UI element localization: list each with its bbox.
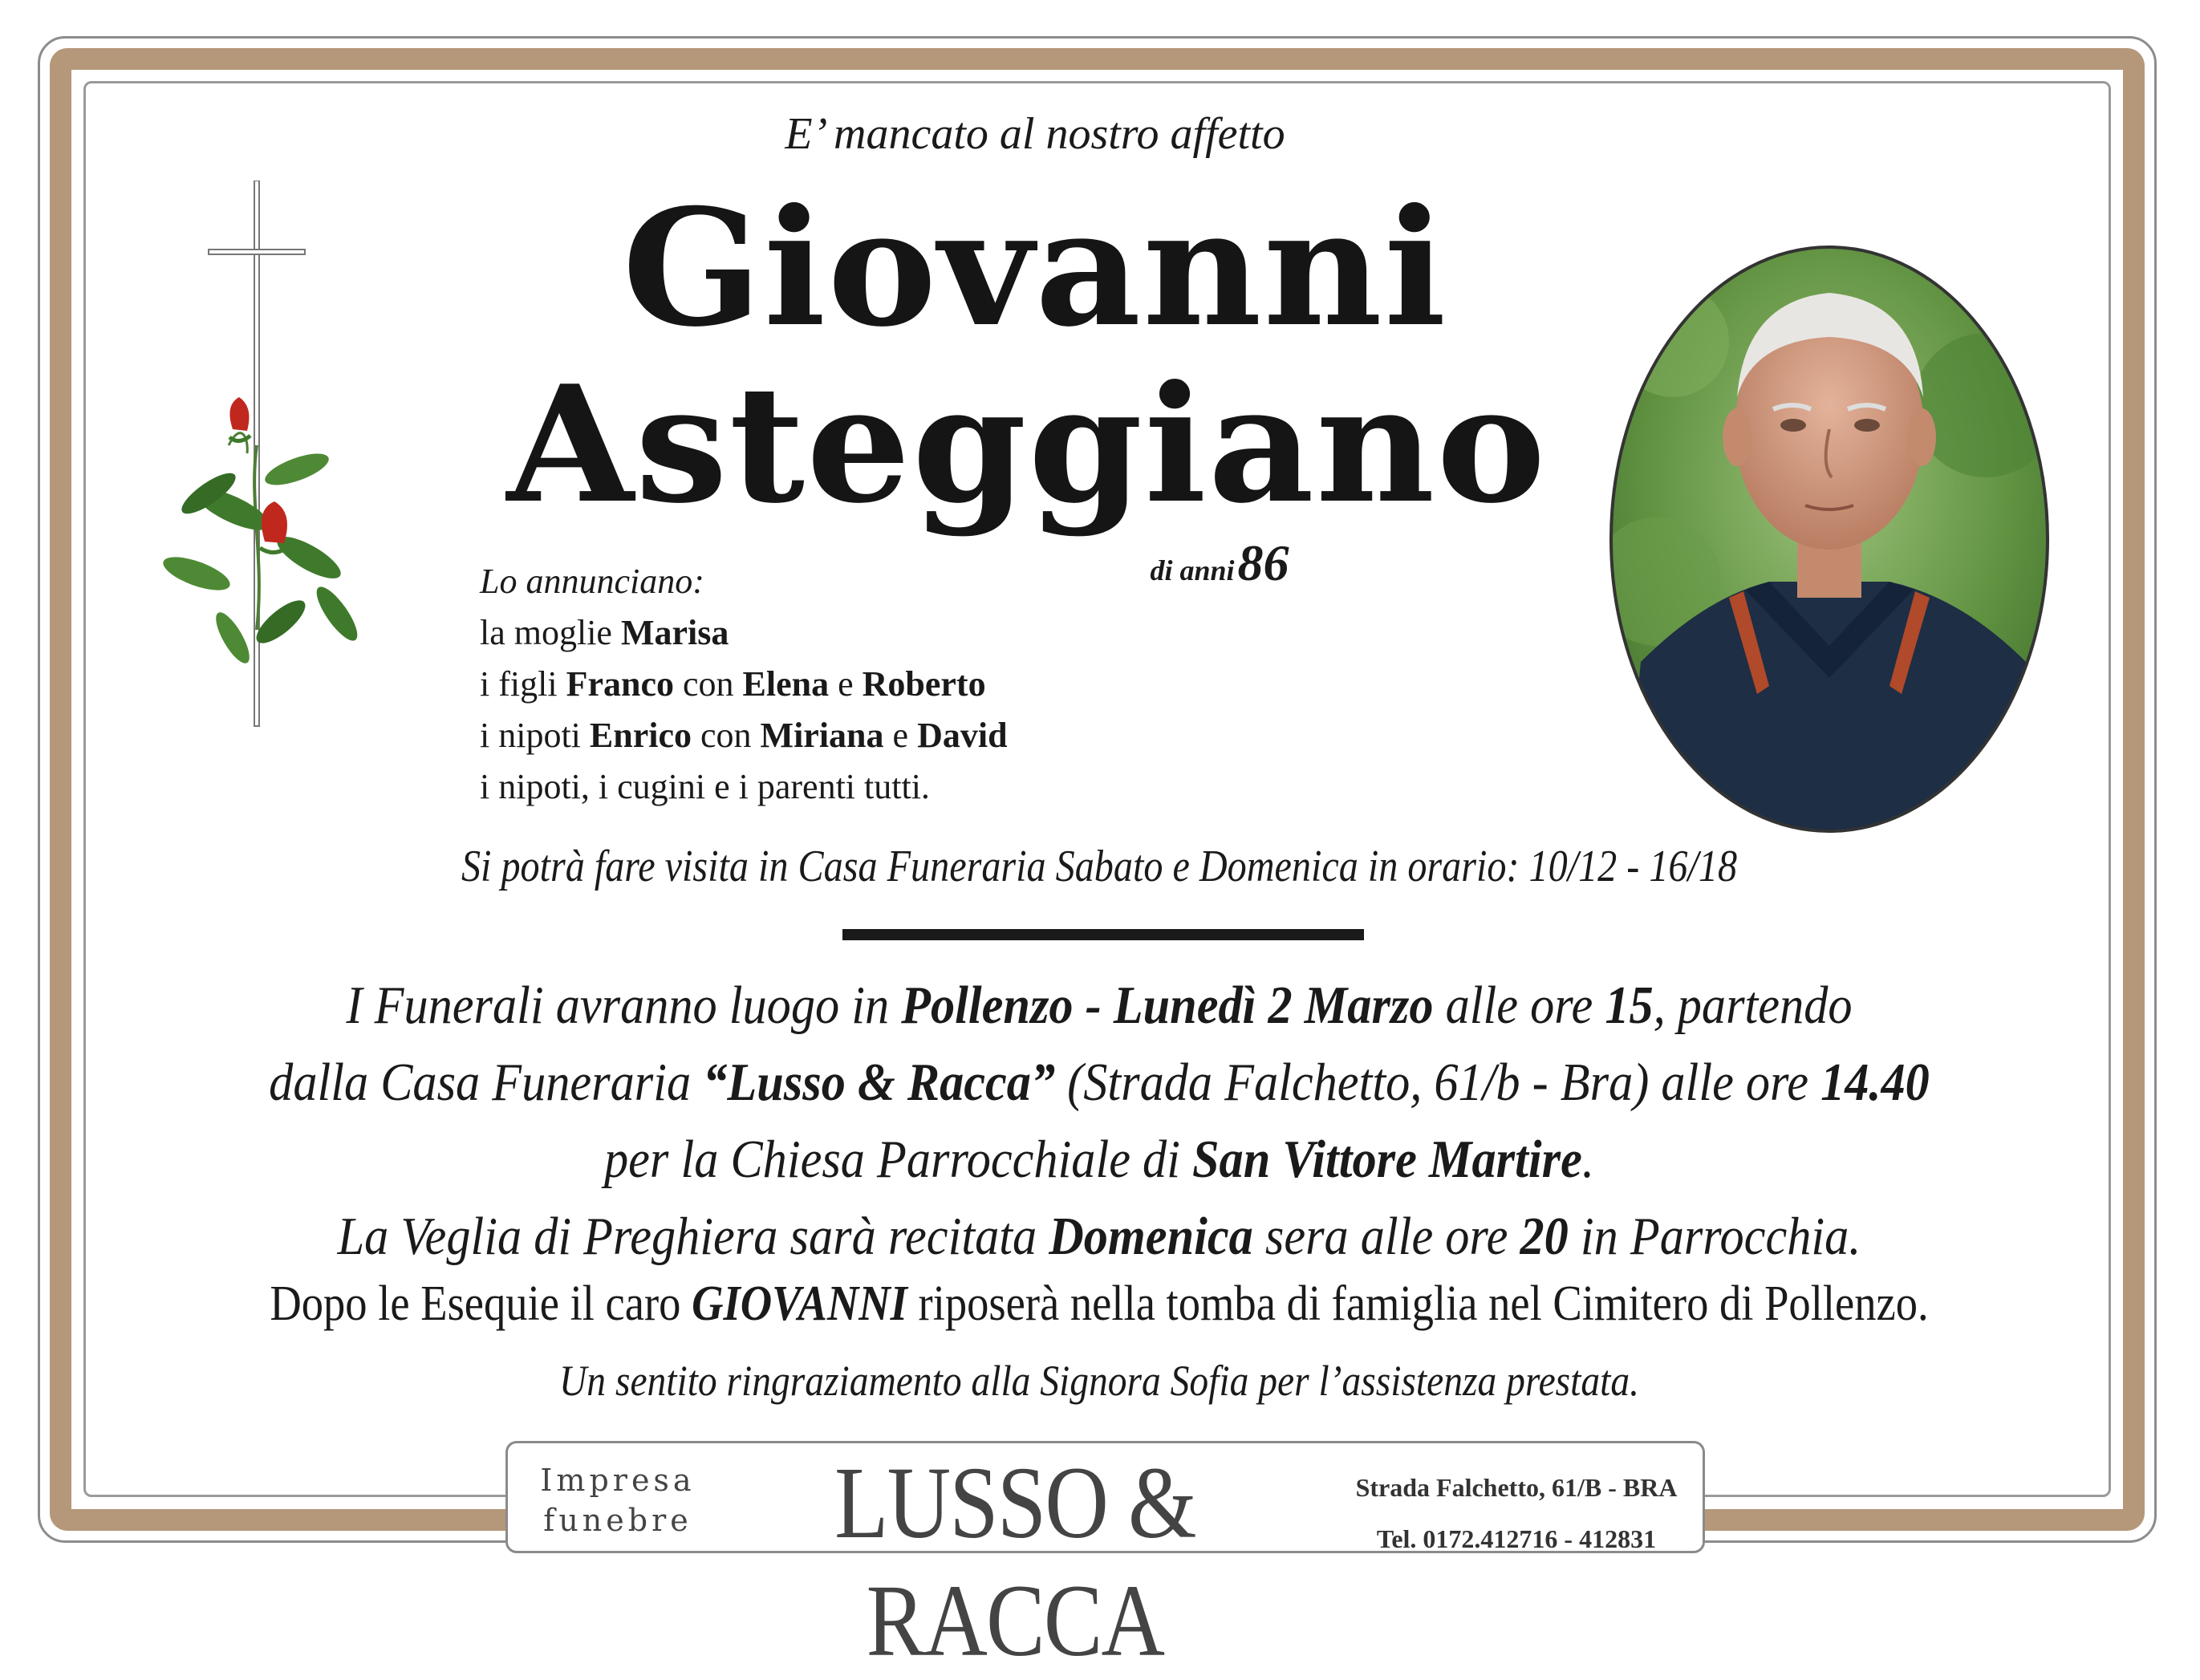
text-line	[480, 710, 1202, 761]
text-line	[189, 1044, 2009, 1121]
text-run: con	[673, 664, 743, 704]
text-run: David	[917, 716, 1008, 755]
announcement-lead: Lo annunciano:	[480, 562, 704, 601]
first-name: Giovanni	[622, 174, 1448, 363]
text-run: Dopo le Esequie il caro	[270, 1276, 692, 1331]
funeral-home-contact	[1332, 1462, 1701, 1564]
text-run: i nipoti, i cugini e i parenti tutti.	[480, 767, 930, 806]
text-run: dalla Casa Funeraria	[269, 1053, 704, 1112]
text-run: con	[692, 716, 761, 755]
funeral-home-name: LUSSO & RACCA	[834, 1446, 1195, 1678]
text-run: La Veglia di Preghiera sarà recitata	[337, 1207, 1049, 1266]
text-run: i nipoti	[480, 716, 590, 755]
text-run: Elena	[742, 664, 830, 704]
text-run: in Parrocchia.	[1568, 1207, 1861, 1266]
divider-rule	[842, 929, 1364, 940]
text-line	[480, 659, 1202, 710]
announcement	[480, 556, 1202, 813]
text-run: sera alle ore	[1252, 1207, 1520, 1266]
visiting-hours: Si potrà fare visita in Casa Funeraria Sabato e Domenica in orario: 10/12 - 16/18	[461, 842, 1738, 891]
text-run: Domenica	[1049, 1207, 1253, 1266]
text-run: , partendo	[1653, 976, 1853, 1035]
text-line	[480, 761, 1202, 813]
text-run: e	[829, 664, 863, 704]
text-run: 14.40	[1820, 1053, 1930, 1112]
text-run: “Lusso & Racca”	[703, 1053, 1056, 1112]
text-run: (Strada Falchetto, 61/b - Bra) alle ore	[1055, 1053, 1821, 1112]
funeral-details	[189, 967, 2009, 1275]
text-run: per la Chiesa Parrocchiale di	[604, 1130, 1193, 1189]
funeral-home-address: Strada Falchetto, 61/B - BRA	[1355, 1473, 1678, 1502]
portrait-photo	[1609, 245, 2050, 834]
age-value: 86	[1237, 534, 1289, 591]
text-run: 20	[1520, 1207, 1569, 1266]
intro-line: E’ mancato al nostro affetto	[785, 109, 1285, 159]
text-run: la moglie	[480, 613, 621, 652]
cross-with-roses-icon	[152, 181, 393, 742]
text-run: Miriana	[760, 716, 884, 755]
text-line	[480, 607, 1202, 659]
text-run: Enrico	[589, 716, 692, 755]
funeral-home-kind	[522, 1460, 714, 1540]
text-line	[189, 1198, 2009, 1275]
last-name: Asteggiano	[506, 351, 1548, 539]
burial-note	[209, 1276, 1989, 1333]
text-run: 15	[1605, 976, 1654, 1035]
text-run: Marisa	[620, 613, 729, 652]
text-run: i figli	[480, 664, 566, 704]
announcement-lines	[480, 607, 1202, 813]
kind-line-1: Impresa	[540, 1463, 696, 1498]
text-run: Pollenzo - Lunedì 2 Marzo	[901, 976, 1434, 1035]
thanks-note: Un sentito ringraziamento alla Signora Sofia per l’assistenza prestata.	[558, 1357, 1639, 1405]
text-run: riposerà nella tomba di famiglia nel Cimitero di Pollenzo.	[907, 1276, 1929, 1331]
text-run: Roberto	[862, 664, 986, 704]
text-run: e	[883, 716, 918, 755]
text-run: Franco	[566, 664, 674, 704]
text-run: I Funerali avranno luogo in	[346, 976, 902, 1035]
text-run: San Vittore Martire	[1192, 1130, 1582, 1189]
funeral-home-phone: Tel. 0172.412716 - 412831	[1376, 1524, 1657, 1553]
text-line	[189, 967, 2009, 1044]
text-line	[189, 1121, 2009, 1198]
kind-line-2: funebre	[543, 1503, 692, 1538]
text-run: .	[1581, 1130, 1594, 1189]
text-run: alle ore	[1433, 976, 1605, 1035]
age-label: di anni	[1150, 554, 1235, 586]
text-run: GIOVANNI	[692, 1276, 907, 1331]
